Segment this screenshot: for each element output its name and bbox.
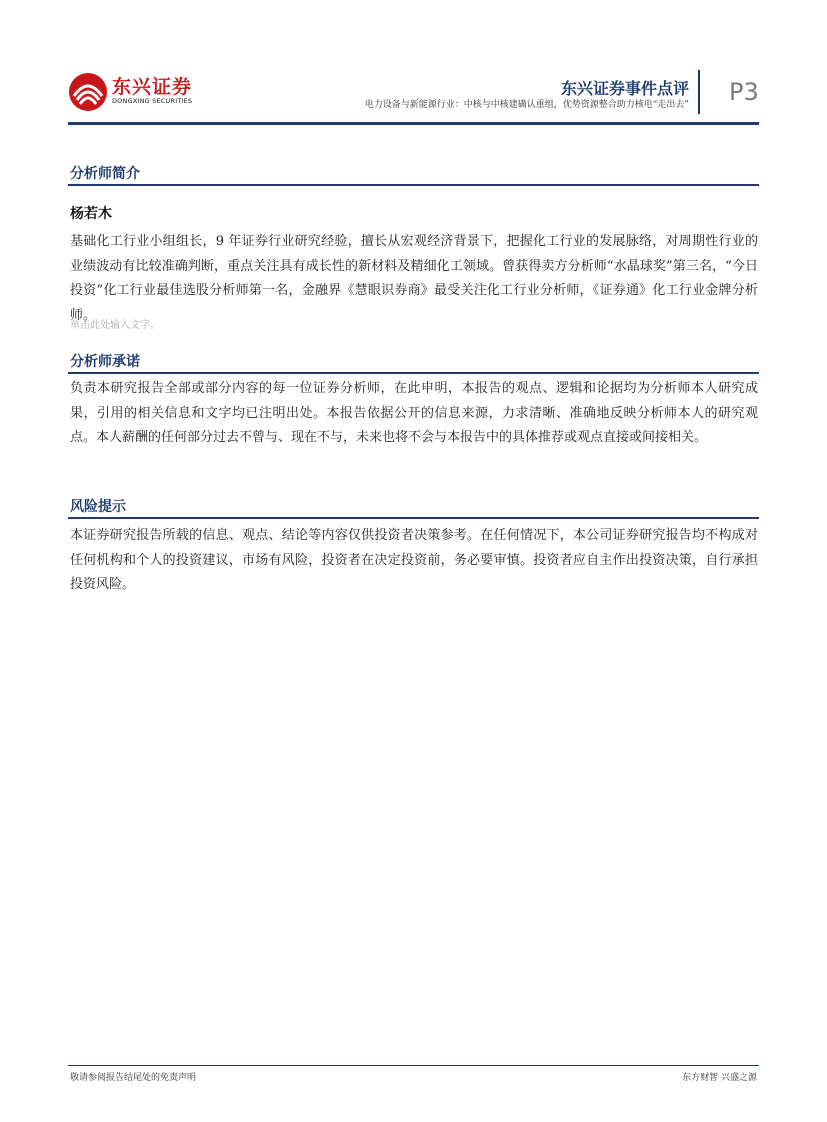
placeholder-text: 单击此处输入文字。 [70,320,160,331]
company-logo [68,72,208,112]
footer-disclaimer-note: 敬请参阅报告结尾处的免责声明 [70,1073,197,1083]
section-title-risk-warning: 风险提示 [70,499,126,515]
section-rule [68,517,759,519]
header-divider [698,70,700,114]
report-subtitle: 电力设备与新能源行业：中核与中核建确认重组，优势资源整合助力核电“走出去” [364,100,689,110]
logo-emblem-icon [68,72,108,112]
section-rule [68,184,759,186]
brand-name-en: DONGXING SECURITIES [112,97,193,105]
section-rule [68,372,759,374]
footer-rule [68,1065,759,1066]
analyst-name: 杨若木 [70,206,112,222]
risk-warning-text: 本证券研究报告所载的信息、观点、结论等内容仅供投资者决策参考。在任何情况下，本公司证券研究报告均不构成对任何机构和个人的投资建议，市场有风险，投资者在决定投资前，务必要审慎。投资者应自主作出投资决策，自行承担投资风险。 [70,528,758,592]
page-number: P3 [729,78,759,106]
report-type-title: 东兴证券事件点评 [560,79,689,98]
header-rule [68,122,759,125]
analyst-profile-text: 基础化工行业小组组长，9 年证券行业研究经验，擅长从宏观经济背景下，把握化工行业的发展脉络，对周期性行业的业绩波动有比较准确判断，重点关注具有成长性的新材料及精细化工领域。曾获得卖方分析师“水晶球奖”第三名，“今日投资”化工行业最佳选股分析师第一名，金融界《慧眼识券商》最受关注化工行业分析师，《证券通》化工行业金牌分析师。 [70,234,758,323]
section-title-analyst-profile: 分析师简介 [70,166,140,182]
analyst-commitment-text: 负责本研究报告全部或部分内容的每一位证券分析师，在此申明，本报告的观点、逻辑和论据均为分析师本人研究成果，引用的相关信息和文字均已注明出处。本报告依据公开的信息来源，力求清晰、准确地反映分析师本人的研究观点。本人薪酬的任何部分过去不曾与、现在不与，未来也将不会与本报告中的具体推荐或观点直接或间接相关。 [70,381,758,445]
footer-slogan: 东方财智 兴盛之源 [682,1073,757,1083]
brand-name-cn: 东兴证券 [112,76,193,98]
section-title-analyst-commitment: 分析师承诺 [70,354,140,370]
